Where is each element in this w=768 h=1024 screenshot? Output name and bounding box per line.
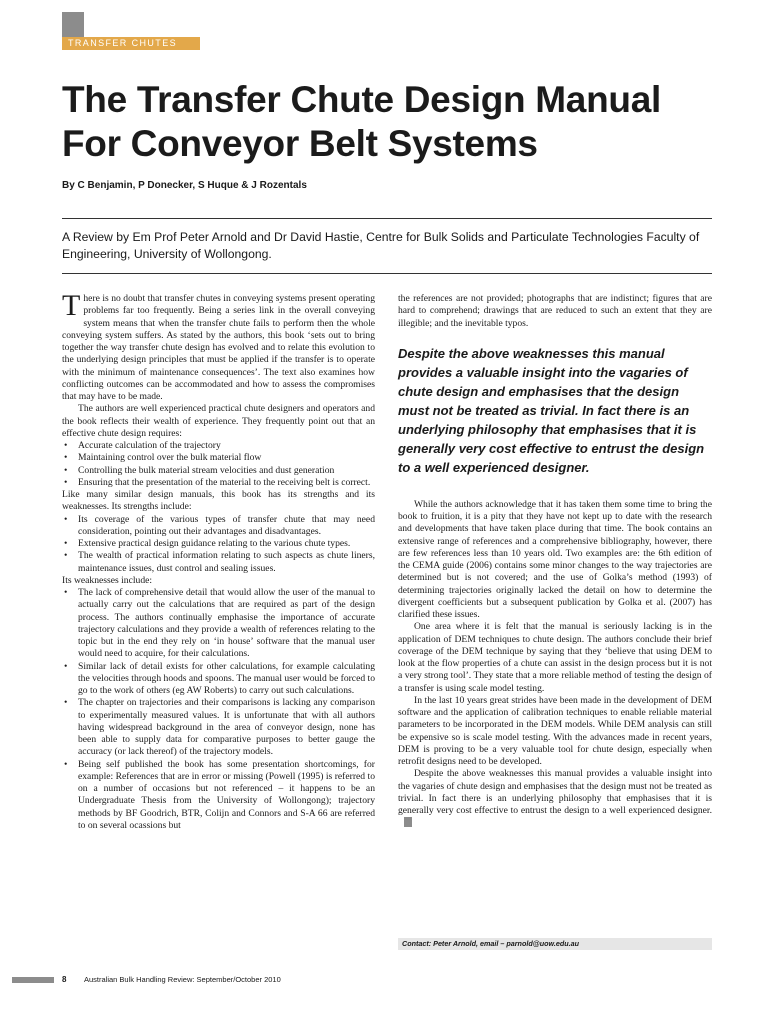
left-column bbox=[62, 289, 375, 832]
review-credit: A Review by Em Prof Peter Arnold and Dr David Hastie, Centre for Bulk Solids and Particulate Technologies Faculty of Engineering, University of Wollongong. bbox=[62, 230, 700, 261]
requirements-list bbox=[62, 440, 375, 489]
corner-block bbox=[62, 12, 84, 38]
list-item: • The chapter on trajectories and their comparisons is lacking any comparison to experimentally measured values. It is unfortunate that with all authors having widespread background in the area of conveyor design, none has been able to supply data for comparative purposes to better gauge the accuracy (or lack thereof) of the trajectory models. bbox=[62, 697, 375, 758]
paragraph-advances: In the last 10 years great strides have been made in the development of DEM software and the application of calibration techniques to enable reliable material parameters to be incorporated in the DEM models. While DEM analysis can still be expensive so is scale model testing. With the advances made in recent years, DEM is proving to be a very valuable tool for chute design, especially when retrofit designs need to be developed. bbox=[398, 694, 712, 767]
article-title: The Transfer Chute Design Manual For Conveyor Belt Systems bbox=[62, 79, 661, 164]
right-column bbox=[398, 293, 712, 831]
list-item: • Controlling the bulk material stream velocities and dust generation bbox=[62, 465, 375, 477]
list-item: • The wealth of practical information relating to such aspects as chute liners, maintenance issues, dust control and sealing issues. bbox=[62, 550, 375, 575]
paragraph-strengths-intro: Like many similar design manuals, this book has its strengths and its weaknesses. Its strengths include: bbox=[62, 489, 375, 513]
conclusion-text: Despite the above weaknesses this manual provides a valuable insight into the vagaries of chute design and emphasises that the design must not be treated as trivial. In fact there is an underlying philosophy that emphasises that it is generally very cost effective to entrust the design to a well experienced designer. bbox=[398, 768, 712, 816]
bottom-divider bbox=[62, 273, 712, 274]
paragraph-dem: One area where it is felt that the manual is seriously lacking is in the application of DEM techniques to chute design. The authors conclude their brief coverage of the DEM technique by saying that they ‘believe that using DEM to look at the flow properties of a chute can assist in the design process but it is not a very strong tool’. They state that a more reliable method of testing the design of a transfer is using scale model testing. bbox=[398, 621, 712, 694]
list-item: • Similar lack of detail exists for other calculations, for example calculating the velocities through hoods and spoons. The manual user would be forced to go to the work of others (eg AW Roberts) to carry out such calculations. bbox=[62, 661, 375, 698]
end-mark bbox=[404, 817, 412, 827]
weaknesses-list bbox=[62, 587, 375, 832]
byline: By C Benjamin, P Donecker, S Huque & J Rozentals bbox=[62, 180, 307, 191]
list-item: • Its coverage of the various types of transfer chute that may need consideration, pointing out their advantages and disadvantages. bbox=[62, 514, 375, 539]
strengths-list bbox=[62, 514, 375, 575]
paragraph-weaknesses-intro: Its weaknesses include: bbox=[62, 574, 153, 586]
page-number: 8 bbox=[62, 975, 67, 984]
list-item: • The lack of comprehensive detail that would allow the user of the manual to actually carry out the calculations that are required as part of the design process. The authors continually emphasise the importance of accurate trajectory calculations and they provide a wealth of references relating to the topic but in the end they rely on ‘in house’ software that the manual user would need to acquire, for their calculations. bbox=[62, 587, 375, 661]
section-tag: TRANSFER CHUTES bbox=[62, 37, 200, 50]
paragraph-research: While the authors acknowledge that it has taken them some time to bring the book to fruition, it is a pity that they have not kept up to date with the research and developments that have taken place during that time. The book contains an extensive range of references and a comprehensive bibliography, however, there are few references less than 10 years old. Two examples are: the 6th edition of the CEMA guide (2006) contains some minor changes to the way trajectories are determined but is not covered; and the use of Golka’s method (1993) of determining trajectories originally lacked the detail on how to determine the divergent coefficients but a subsequent publication by Golka et al. (2007) has clarified these issues. bbox=[398, 498, 712, 620]
list-item: • Being self published the book has some presentation shortcomings, for example: References that are in error or missing (Powell (1995) is referred to on a number of occasions but not referenced – it happens to be an Undergraduate Thesis from the University of Wollongong); trajectory methods by BF Goodrich, BTR, Colijn and Connors and S-A 66 are referred to on several ocassions but bbox=[62, 759, 375, 833]
list-item: • Ensuring that the presentation of the material to the receiving belt is correct. bbox=[62, 477, 375, 489]
paragraph-conclusion bbox=[398, 768, 712, 830]
contact-bar: Contact: Peter Arnold, email – parnold@uow.edu.au bbox=[398, 938, 712, 950]
intro-paragraph bbox=[62, 289, 375, 403]
list-item: • Accurate calculation of the trajectory bbox=[62, 440, 375, 452]
list-item: • Extensive practical design guidance relating to the various chute types. bbox=[62, 538, 375, 550]
continuation-paragraph: the references are not provided; photographs that are indistinct; figures that are hard to comprehend; drawings that are reduced to such an extent that they are illegible; and the inevitable typos. bbox=[398, 293, 712, 329]
list-item: • Maintaining control over the bulk material flow bbox=[62, 452, 375, 464]
paragraph-requirements: The authors are well experienced practical chute designers and operators and the book reflects their wealth of experience. They frequently point out that an effective chute design requires: bbox=[62, 403, 375, 439]
journal-name: Australian Bulk Handling Review: September/October 2010 bbox=[84, 975, 281, 984]
pull-quote: Despite the above weaknesses this manual provides a valuable insight into the vagaries of chute design and emphasises that the design must not be treated as trivial. In fact there is an underlying philosophy that emphasises that it is generally very cost effective to entrust the design to a well experienced designer. bbox=[398, 345, 705, 475]
drop-cap: T bbox=[62, 289, 81, 322]
top-divider bbox=[62, 218, 712, 219]
intro-text: here is no doubt that transfer chutes in conveying systems present operating problems far too frequently. Being a series link in the overall conveying system means that when the transfer chute fails to perform then the whole conveying system suffers. As stated by the authors, this book ‘sets out to bring together the way transfer chute design has evolved and to relate this evolution to the underlying design principles that must be applied if the transfer is to operate with the minimum of maintenance consequences’. The text also examines how conflicting outcomes can be accommodated and how to assess the compromises that may have to be made. bbox=[62, 293, 375, 402]
footer-bar bbox=[12, 977, 54, 983]
